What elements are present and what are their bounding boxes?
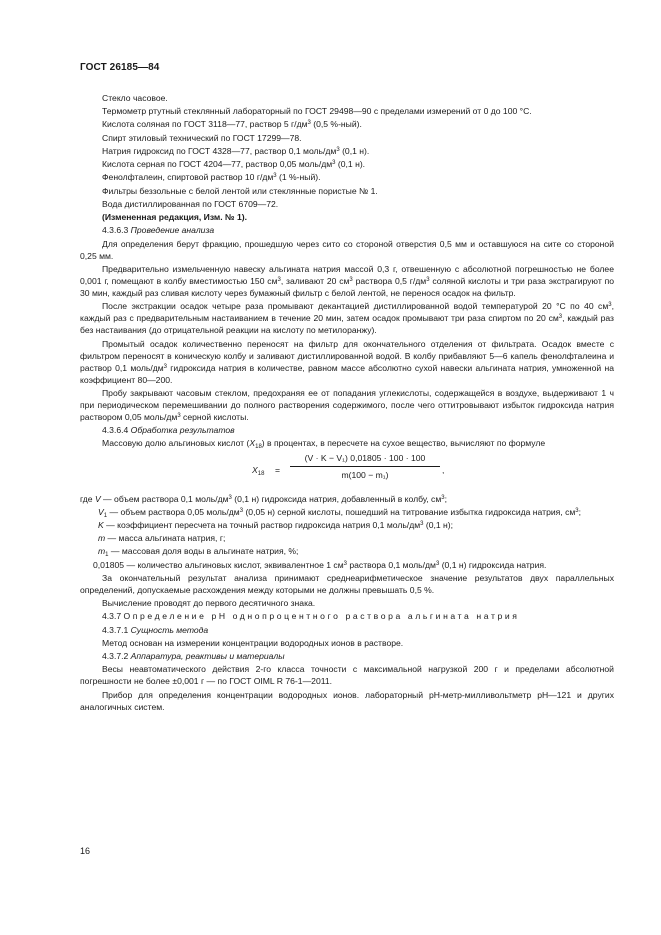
- variable-definition: K — коэффициент пересчета на точный раствор гидроксида натрия 0,1 моль/$дм^3$ (0,1 н);: [98, 519, 454, 530]
- paragraph: Кислота соляная по ГОСТ 3118—77, раствор 5 $г/дм^3$ (0,5 %-ный).: [102, 119, 362, 130]
- variable-definition: где V — объем раствора 0,1 моль/$дм^3$ (0,1 н) гидроксида натрия, добавленный в колбу, $см^3$;: [80, 493, 447, 504]
- paragraph: Стекло часовое.: [102, 93, 168, 103]
- paragraph: Предварительно измельченную навеску альгината натрия массой 0,3 г, отвешенную с абсолютной погрешностью не более 0,001 г, помещают в колбу вместимостью 150 $см^3$, заливают 20 $см^3$ раствора 0,5 $г/дм^3$ соляной кислоты и три раза экстрагируют по 30 мин, каждый раз сливая кислоту через бумажный фильтр с белой лентой, не перенося осадок на фильтр.: [80, 263, 614, 298]
- section-heading: 4.3.6.4 Обработка результатов: [102, 425, 235, 436]
- paragraph: Фенолфталеин, спиртовой раствор 10 $г/дм^3$ (1 %-ный).: [102, 172, 321, 183]
- formula-denominator: m(100 − m₁): [341, 469, 389, 480]
- section-heading: 4.3.7 Определение pH однопроцентного раствора альгината натрия: [102, 611, 520, 622]
- paragraph: Кислота серная по ГОСТ 4204—77, раствор 0,05 моль/$дм^3$ (0,1 н).: [102, 159, 366, 170]
- formula-lhs: $X_{18}$: [252, 464, 265, 477]
- paragraph: Термометр ртутный стеклянный лабораторный по ГОСТ 29498—90 с пределами измерений от 0 до 100 °С.: [102, 106, 532, 117]
- paragraph: Пробу закрывают часовым стеклом, предохраняя ее от попадания углекислоты, содержащейся в воздухе, выдерживают 1 ч при периодическом перемешивании до полного растворения содержимого, после чего оттитровывают избыток гидроксида натрия раствором 0,05 моль/$дм^3$ серной кислоты.: [80, 387, 614, 422]
- paragraph: Вода дистиллированная по ГОСТ 6709—72.: [102, 198, 279, 209]
- paragraph: Массовую долю альгиновых кислот $(X_{18})$ в процентах, в пересчете на сухое вещество, вычисляют по формуле: [102, 438, 546, 451]
- document-header: ГОСТ 26185—84: [80, 62, 160, 73]
- formula-equals: =: [275, 464, 281, 475]
- variable-definition: m — масса альгината натрия, г;: [98, 533, 226, 544]
- paragraph: Для определения берут фракцию, прошедшую через сито со стороной отверстия 0,5 мм и оставшуюся на сите со стороной 0,25 мм.: [80, 238, 614, 261]
- section-heading: 4.3.7.1 Сущность метода: [102, 624, 209, 635]
- paragraph: Весы неавтоматического действия 2-го класса точности с максимальной нагрузкой 200 г и пределами абсолютной погрешности не более ±0,001 г — по ГОСТ OIML R 76-1—2011.: [80, 664, 614, 687]
- variable-definition: $m_1$ — массовая доля воды в альгинате натрия, %;: [98, 546, 299, 559]
- document-body: [80, 92, 614, 714]
- paragraph: Промытый осадок количественно переносят на фильтр для окончательного отделения от фильтрата. Осадок вместе с фильтром переносят в коническую колбу и заливают дистиллированной водой. В колбу прибавляют 5—6 капель фенолфталеина и раствор 0,1 моль/$дм^3$ гидроксида натрия в количестве, равном массе абсолютно сухой навески альгината натрия, умноженной на коэффициент 80—200.: [80, 338, 615, 385]
- paragraph: Прибор для определения концентрации водородных ионов. лабораторный pH-метр-милливольтметр pH—121 и других аналогичных систем.: [80, 689, 614, 712]
- paragraph: За окончательный результат анализа принимают среднеарифметическое значение результатов двух параллельных определений, допускаемые расхождения между которыми не должны превышать 0,5 %.: [80, 572, 614, 595]
- paragraph: После экстракции осадок четыре раза промывают декантацией дистиллированной водой температурой 20 °С по 40 $см^3$, каждый раз с предварительным настаиванием в течение 20 мин, затем осадок промывают три раза спиртом по 20 $см^3$, каждый раз без настаивания (до отрицательной реакции на кислоту по метилоранжу).: [80, 301, 614, 336]
- paragraph: Вычисление проводят до первого десятичного знака.: [102, 598, 316, 609]
- paragraph: Метод основан на измерении концентрации водородных ионов в растворе.: [102, 637, 404, 648]
- variable-definition: 0,01805 — количество альгиновых кислот, эквивалентное 1 $см^3$ раствора 0,1 моль/$дм^3$ (0,1 н) гидроксида натрия.: [93, 559, 547, 570]
- section-heading: 4.3.6.3 Проведение анализа: [102, 225, 215, 236]
- formula-trailing-comma: ,: [442, 464, 445, 475]
- paragraph: Спирт этиловый технический по ГОСТ 17299—78.: [102, 132, 302, 143]
- formula-fraction-bar: [290, 466, 440, 467]
- section-heading: 4.3.7.2 Аппаратура, реактивы и материалы: [102, 651, 285, 662]
- amendment-note: (Измененная редакция, Изм. № 1).: [102, 212, 248, 223]
- formula-block: [80, 452, 614, 490]
- paragraph: Фильтры беззольные с белой лентой или стеклянные пористые № 1.: [102, 185, 378, 196]
- page-number: 16: [80, 846, 91, 856]
- variable-definition: $V_1$ — объем раствора 0,05 моль/$дм^3$ (0,05 н) серной кислоты, пошедший на титрование избытка гидроксида натрия, $см^3$;: [98, 506, 582, 519]
- formula-numerator: (V · K − V₁) 0,01805 · 100 · 100: [304, 452, 426, 463]
- paragraph: Натрия гидроксид по ГОСТ 4328—77, раствор 0,1 моль/$дм^3$ (0,1 н).: [102, 145, 370, 156]
